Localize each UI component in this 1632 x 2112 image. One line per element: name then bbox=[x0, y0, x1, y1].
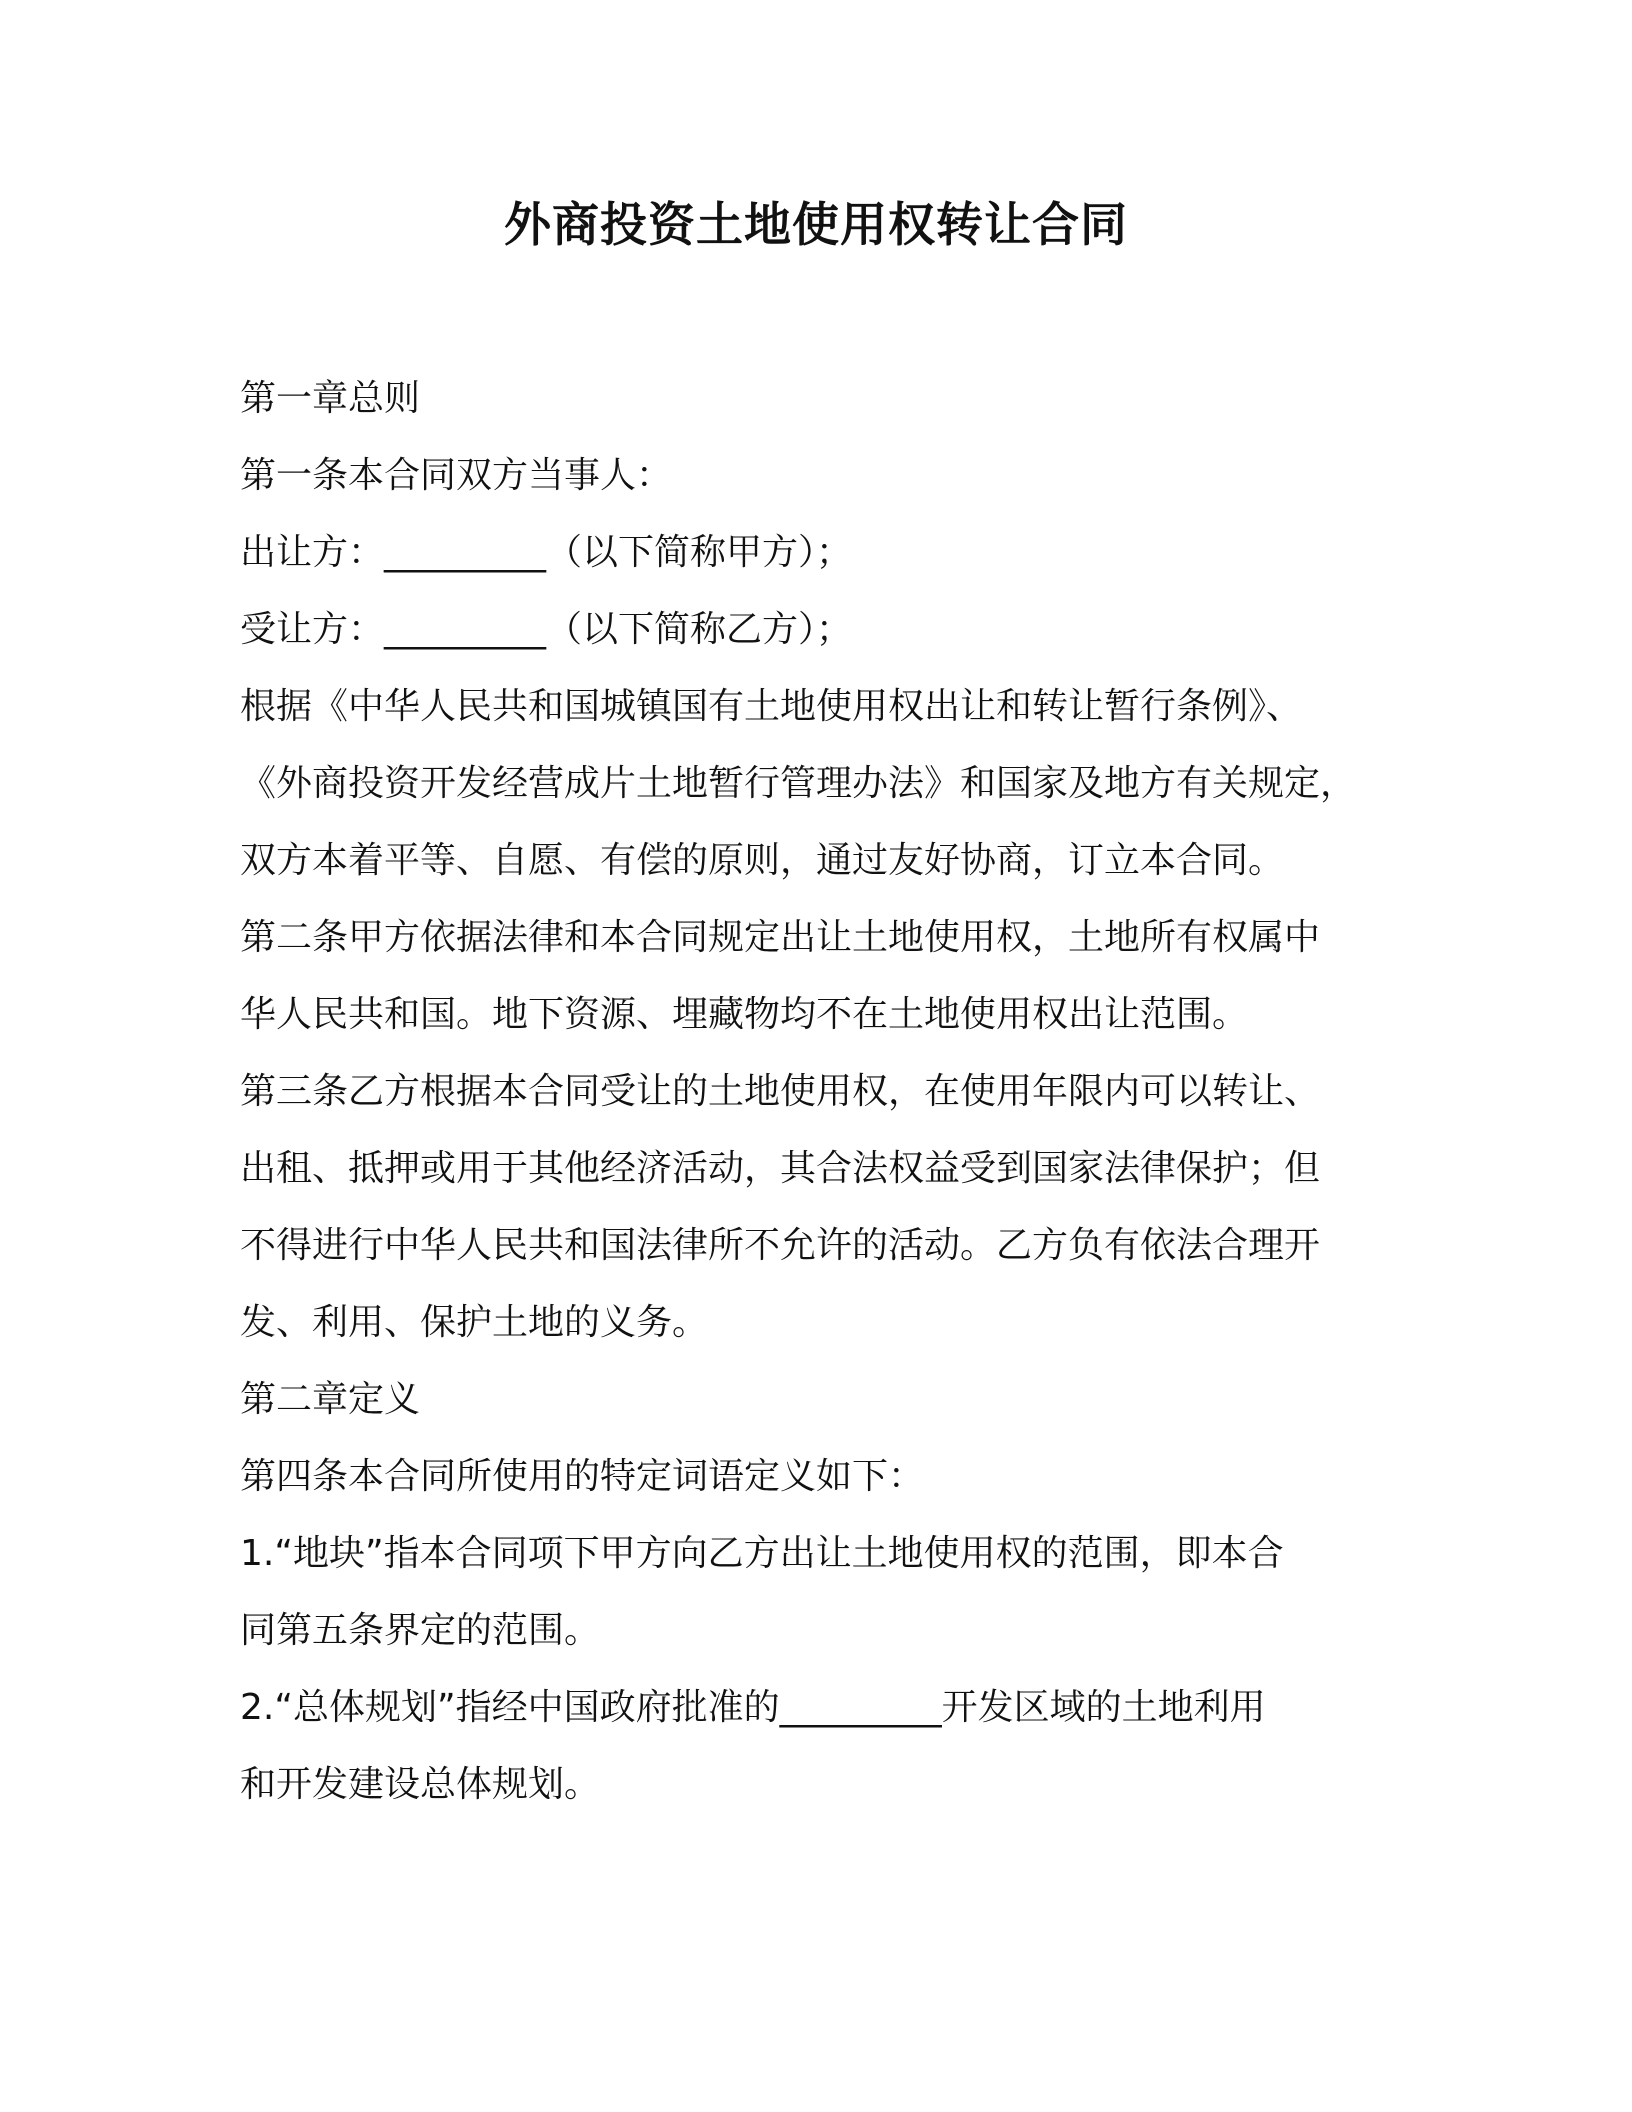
paragraph-line: 根据《中华人民共和国城镇国有土地使用权出让和转让暂行条例》、 bbox=[240, 686, 1303, 727]
party-line: 出让方：_________（以下简称甲方）； bbox=[240, 532, 853, 573]
paragraph-line: 不得进行中华人民共和国法律所不允许的活动。乙方负有依法合理开 bbox=[240, 1225, 1321, 1266]
chapter-heading: 第一章总则 bbox=[240, 378, 421, 419]
definition-item: 同第五条界定的范围。 bbox=[240, 1610, 601, 1651]
document-body bbox=[240, 360, 1390, 1823]
definition-item: 2.“总体规划”指经中国政府批准的_________开发区域的土地利用 bbox=[240, 1687, 1266, 1728]
paragraph-line: 华人民共和国。地下资源、埋藏物均不在土地使用权出让范围。 bbox=[240, 994, 1249, 1035]
paragraph-line: 双方本着平等、自愿、有偿的原则，通过友好协商，订立本合同。 bbox=[240, 840, 1285, 881]
paragraph-line: 出租、抵押或用于其他经济活动，其合法权益受到国家法律保护；但 bbox=[240, 1148, 1321, 1189]
article-line: 第四条本合同所使用的特定词语定义如下： bbox=[240, 1456, 925, 1497]
party-line: 受让方：_________（以下简称乙方）； bbox=[240, 609, 853, 650]
article-line: 第二条甲方依据法律和本合同规定出让土地使用权，土地所有权属中 bbox=[240, 917, 1321, 958]
article-line: 第三条乙方根据本合同受让的土地使用权，在使用年限内可以转让、 bbox=[240, 1071, 1321, 1112]
paragraph-line: 发、利用、保护土地的义务。 bbox=[240, 1302, 709, 1343]
chapter-heading: 第二章定义 bbox=[240, 1379, 421, 1420]
definition-item: 和开发建设总体规划。 bbox=[240, 1764, 601, 1805]
definition-item: 1.“地块”指本合同项下甲方向乙方出让土地使用权的范围，即本合 bbox=[240, 1533, 1284, 1574]
paragraph-line: 《外商投资开发经营成片土地暂行管理办法》和国家及地方有关规定， bbox=[240, 763, 1357, 804]
article-line: 第一条本合同双方当事人： bbox=[240, 455, 673, 496]
document-title: 外商投资土地使用权转让合同 bbox=[504, 198, 1128, 253]
